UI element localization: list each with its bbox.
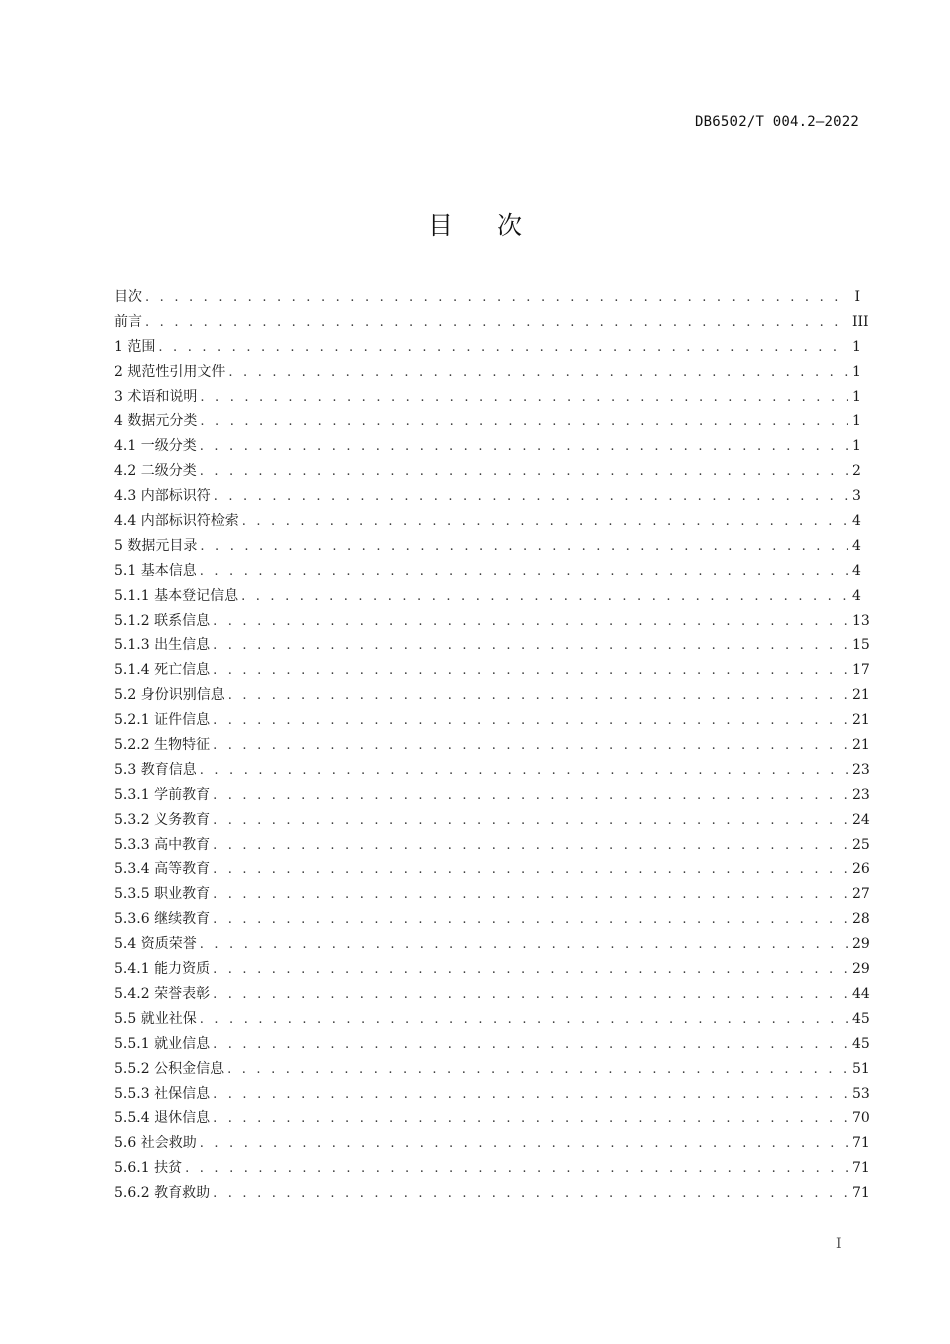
- toc-entry-page: 44: [852, 985, 870, 1002]
- toc-leader-dots: [213, 983, 848, 1008]
- toc-entry-page: 23: [852, 761, 870, 778]
- page-number: I: [836, 1236, 842, 1252]
- toc-entry-page: 17: [852, 662, 870, 679]
- toc-entry[interactable]: [114, 1082, 870, 1107]
- toc-entry-page: 1: [852, 388, 861, 405]
- toc-entry-label: 2 规范性引用文件: [114, 363, 226, 380]
- toc-entry-page: 15: [852, 637, 870, 654]
- toc-entry-page: 1: [852, 363, 861, 380]
- toc-entry[interactable]: [114, 833, 870, 858]
- toc-entry[interactable]: [114, 459, 860, 484]
- toc-entry[interactable]: [114, 857, 870, 882]
- toc-entry-page: 28: [852, 911, 870, 928]
- toc-entry-label: 5.1.4 死亡信息: [114, 662, 211, 679]
- toc-entry-label: 5.1.2 联系信息: [114, 612, 211, 629]
- toc-leader-dots: [213, 610, 848, 635]
- toc-entry-page: 21: [852, 687, 870, 704]
- toc-leader-dots: [213, 834, 848, 859]
- toc-leader-dots: [200, 1132, 848, 1157]
- toc-entry-page: 70: [852, 1110, 870, 1127]
- toc-entry-label: 5.5.4 退休信息: [114, 1110, 211, 1127]
- toc-entry[interactable]: [114, 1106, 870, 1131]
- page-title: 目次: [427, 211, 566, 240]
- toc-entry[interactable]: [114, 409, 860, 434]
- toc-leader-dots: [158, 336, 848, 361]
- toc-entry[interactable]: [114, 310, 869, 335]
- toc-entry-label: 5.5.2 公积金信息: [114, 1060, 225, 1077]
- toc-entry-page: 26: [852, 861, 870, 878]
- toc-entry-page: 2: [852, 463, 861, 480]
- toc-leader-dots: [213, 1182, 848, 1207]
- toc-leader-dots: [242, 510, 848, 535]
- toc-leader-dots: [213, 659, 848, 684]
- toc-entry-page: 45: [852, 1035, 870, 1052]
- toc-entry[interactable]: [114, 335, 860, 360]
- toc-entry-page: 4: [852, 587, 861, 604]
- toc-entry[interactable]: [114, 633, 870, 658]
- toc-entry-page: 1: [852, 413, 861, 430]
- toc-leader-dots: [213, 908, 848, 933]
- toc-entry-label: 5.5.3 社保信息: [114, 1085, 211, 1102]
- toc-leader-dots: [213, 958, 848, 983]
- toc-leader-dots: [200, 1008, 848, 1033]
- toc-entry-page: 13: [852, 612, 870, 629]
- toc-entry-label: 5.1.3 出生信息: [114, 637, 211, 654]
- toc-leader-dots: [200, 410, 848, 435]
- toc-leader-dots: [200, 933, 848, 958]
- toc-entry-page: 71: [852, 1160, 870, 1177]
- toc-entry-page: 1: [852, 338, 861, 355]
- toc-entry[interactable]: [114, 907, 870, 932]
- toc-entry-label: 5.2.1 证件信息: [114, 712, 211, 729]
- toc-entry[interactable]: [114, 733, 870, 758]
- toc-entry[interactable]: [114, 434, 860, 459]
- toc-entry-label: 4 数据元分类: [114, 413, 198, 430]
- toc-leader-dots: [228, 684, 848, 709]
- toc-entry-page: 4: [852, 537, 861, 554]
- toc-entry[interactable]: [114, 1007, 870, 1032]
- toc-entry-page: 53: [852, 1085, 870, 1102]
- table-of-contents: [114, 285, 870, 1206]
- toc-entry-label: 5.1.1 基本登记信息: [114, 587, 239, 604]
- toc-entry-label: 5.3.6 继续教育: [114, 911, 211, 928]
- toc-entry[interactable]: [114, 808, 870, 833]
- toc-entry-page: 45: [852, 1010, 870, 1027]
- toc-entry-label: 5.3 教育信息: [114, 761, 197, 778]
- toc-entry-label: 5.4 资质荣誉: [114, 936, 197, 953]
- toc-entry-label: 5.3.1 学前教育: [114, 786, 211, 803]
- toc-entry-label: 5.1 基本信息: [114, 562, 197, 579]
- toc-entry[interactable]: [114, 982, 870, 1007]
- toc-entry-page: 21: [852, 737, 870, 754]
- toc-entry[interactable]: [114, 1032, 870, 1057]
- toc-entry[interactable]: [114, 385, 860, 410]
- toc-entry-label: 5.3.4 高等教育: [114, 861, 211, 878]
- toc-leader-dots: [228, 361, 848, 386]
- toc-entry[interactable]: [114, 1181, 870, 1206]
- toc-leader-dots: [213, 809, 848, 834]
- toc-entry-page: 51: [852, 1060, 870, 1077]
- toc-entry-label: 5.4.2 荣誉表彰: [114, 985, 211, 1002]
- toc-leader-dots: [241, 585, 848, 610]
- toc-entry-label: 4.1 一级分类: [114, 438, 197, 455]
- toc-entry-label: 5.2.2 生物特征: [114, 737, 211, 754]
- toc-leader-dots: [214, 485, 848, 510]
- toc-entry-label: 1 范围: [114, 338, 156, 355]
- toc-entry-page: 3: [852, 488, 861, 505]
- toc-entry-label: 目次: [114, 289, 142, 305]
- toc-leader-dots: [200, 535, 848, 560]
- toc-entry-label: 4.2 二级分类: [114, 463, 197, 480]
- toc-entry-page: 4: [852, 562, 861, 579]
- toc-leader-dots: [213, 1107, 848, 1132]
- toc-entry-page: 29: [852, 936, 870, 953]
- toc-entry[interactable]: [114, 708, 870, 733]
- toc-leader-dots: [227, 1058, 848, 1083]
- toc-entry-label: 4.4 内部标识符检索: [114, 513, 239, 530]
- toc-entry[interactable]: [114, 609, 870, 634]
- toc-entry[interactable]: [114, 1057, 870, 1082]
- toc-leader-dots: [145, 286, 848, 311]
- toc-entry-page: I: [854, 289, 860, 305]
- toc-entry[interactable]: [114, 932, 870, 957]
- toc-leader-dots: [213, 709, 848, 734]
- toc-entry-page: 25: [852, 836, 870, 853]
- toc-entry-page: 4: [852, 513, 861, 530]
- toc-entry[interactable]: [114, 1156, 870, 1181]
- toc-entry-label: 3 术语和说明: [114, 388, 198, 405]
- toc-entry[interactable]: [114, 484, 860, 509]
- toc-entry[interactable]: [114, 1131, 870, 1156]
- toc-entry[interactable]: [114, 509, 860, 534]
- toc-leader-dots: [145, 311, 848, 336]
- toc-entry-page: 71: [852, 1135, 870, 1152]
- toc-entry-label: 5.3.3 高中教育: [114, 836, 211, 853]
- toc-entry[interactable]: [114, 285, 860, 310]
- toc-leader-dots: [213, 883, 848, 908]
- toc-entry[interactable]: [114, 658, 870, 683]
- toc-entry-label: 前言: [114, 313, 142, 330]
- toc-entry[interactable]: [114, 683, 870, 708]
- toc-leader-dots: [200, 560, 848, 585]
- toc-entry[interactable]: [114, 534, 860, 559]
- toc-leader-dots: [213, 784, 848, 809]
- toc-entry-label: 5.5.1 就业信息: [114, 1035, 211, 1052]
- toc-leader-dots: [200, 435, 848, 460]
- toc-entry-page: 21: [852, 712, 870, 729]
- toc-leader-dots: [213, 734, 848, 759]
- toc-entry-page: 1: [852, 438, 861, 455]
- toc-entry-page: 29: [852, 961, 870, 978]
- toc-entry-label: 5.5 就业社保: [114, 1010, 197, 1027]
- toc-leader-dots: [213, 634, 848, 659]
- toc-leader-dots: [200, 759, 848, 784]
- toc-entry-label: 5.3.2 义务教育: [114, 811, 211, 828]
- toc-entry[interactable]: [114, 559, 860, 584]
- toc-entry[interactable]: [114, 783, 870, 808]
- toc-entry[interactable]: [114, 882, 870, 907]
- toc-leader-dots: [213, 1033, 848, 1058]
- toc-entry-label: 5.4.1 能力资质: [114, 961, 211, 978]
- toc-leader-dots: [213, 858, 848, 883]
- toc-entry[interactable]: [114, 584, 860, 609]
- toc-entry-label: 4.3 内部标识符: [114, 488, 211, 505]
- toc-entry-label: 5.3.5 职业教育: [114, 886, 211, 903]
- toc-leader-dots: [185, 1157, 848, 1182]
- toc-entry-page: III: [852, 313, 869, 330]
- toc-entry-label: 5.2 身份识别信息: [114, 687, 225, 704]
- toc-entry-label: 5.6 社会救助: [114, 1135, 197, 1152]
- toc-entry-page: 24: [852, 811, 870, 828]
- toc-entry-label: 5.6.1 扶贫: [114, 1160, 183, 1177]
- document-code: DB6502/T 004.2—2022: [695, 114, 859, 130]
- toc-entry-label: 5.6.2 教育救助: [114, 1185, 211, 1202]
- toc-leader-dots: [200, 460, 848, 485]
- toc-entry[interactable]: [114, 360, 860, 385]
- toc-leader-dots: [213, 1083, 848, 1108]
- toc-entry[interactable]: [114, 957, 870, 982]
- toc-leader-dots: [200, 386, 848, 411]
- toc-entry-label: 5 数据元目录: [114, 537, 198, 554]
- toc-entry-page: 27: [852, 886, 870, 903]
- toc-entry-page: 71: [852, 1185, 870, 1202]
- toc-entry[interactable]: [114, 758, 870, 783]
- toc-entry-page: 23: [852, 786, 870, 803]
